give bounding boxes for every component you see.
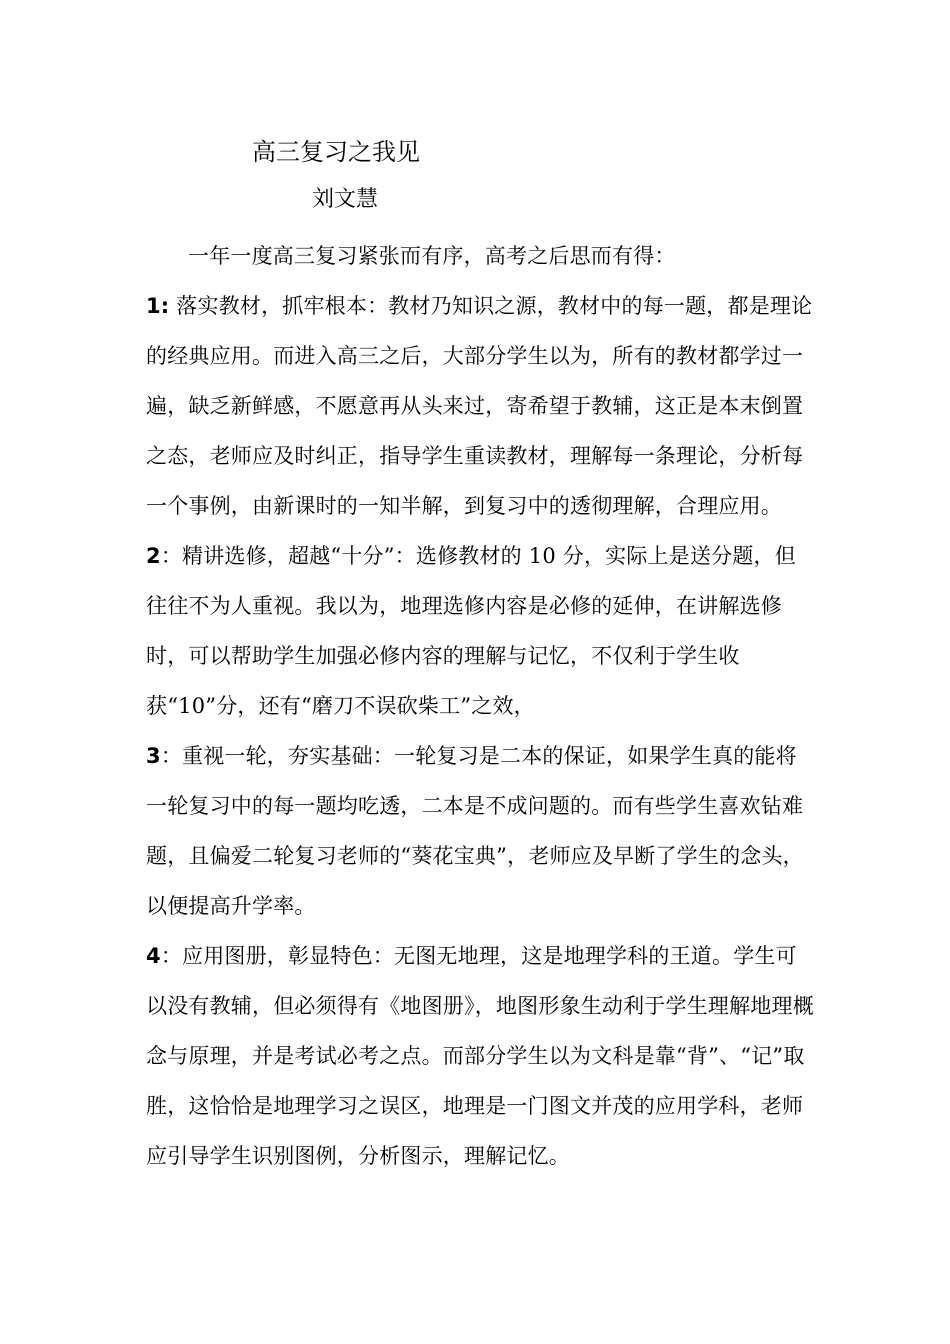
paragraph-number: 3 bbox=[146, 744, 161, 768]
paragraph-4 bbox=[146, 931, 816, 1181]
paragraph-number: 2 bbox=[146, 544, 161, 568]
paragraph-text: 落实教材，抓牢根本：教材乃知识之源，教材中的每一题，都是理论的经典应用。而进入高三之后，大部分学生以为，所有的教材都学过一遍，缺乏新鲜感，不愿意再从头来过，寄希望于教辅，这正是本末倒置之态，老师应及时纠正，指导学生重读教材，理解每一条理论，分析每一个事例，由新课时的一知半解，到复习中的透彻理解，合理应用。 bbox=[146, 294, 813, 518]
paragraph-1 bbox=[146, 281, 816, 531]
document-author: 刘文慧 bbox=[312, 187, 379, 212]
paragraph-text: ：精讲选修，超越“十分”：选修教材的 10 分，实际上是送分题，但往往不为人重视。我以为，地理选修内容是必修的延伸，在讲解选修时，可以帮助学生加强必修内容的理解与记忆，不仅利于学生收获“10”分，还有“磨刀不误砍柴工”之效， bbox=[146, 544, 796, 718]
paragraph-number: 4 bbox=[146, 944, 161, 968]
intro-paragraph: 一年一度高三复习紧张而有序，高考之后思而有得： bbox=[188, 244, 676, 268]
paragraph-2 bbox=[146, 531, 816, 731]
paragraph-text: ：重视一轮，夯实基础：一轮复习是二本的保证，如果学生真的能将一轮复习中的每一题均吃透，二本是不成问题的。而有些学生喜欢钻难题，且偏爱二轮复习老师的“葵花宝典”，老师应及早断了学生的念头，以便提高升学率。 bbox=[146, 744, 804, 918]
paragraph-number: 1: bbox=[146, 294, 170, 318]
paragraph-3 bbox=[146, 731, 816, 931]
paragraph-text: ：应用图册，彰显特色：无图无地理，这是地理学科的王道。学生可以没有教辅，但必须得有《地图册》，地图形象生动利于学生理解地理概念与原理，并是考试必考之点。而部分学生以为文科是靠“背”、“记”取胜，这恰恰是地理学习之误区，地理是一门图文并茂的应用学科，老师应引导学生识别图例，分析图示，理解记忆。 bbox=[146, 944, 814, 1168]
document-title: 高三复习之我见 bbox=[252, 138, 420, 166]
document-body bbox=[146, 231, 816, 1181]
